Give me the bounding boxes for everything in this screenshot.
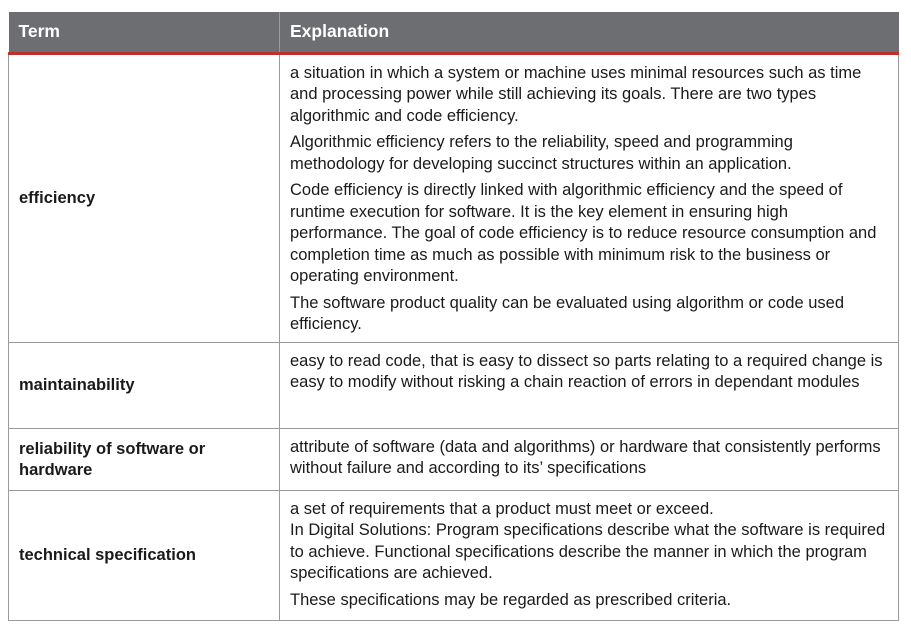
explanation-paragraph: Code efficiency is directly linked with algorithmic efficiency and the speed of runtime execution for software. It is the key element in ensuring high performance. The goal of code efficiency is to reduce resource consumption and completion time as much as possible with minimum risk to the business or operating environment. bbox=[290, 181, 877, 285]
table-row bbox=[9, 490, 899, 620]
table-header bbox=[9, 12, 899, 53]
table-row bbox=[9, 342, 899, 428]
header-row bbox=[9, 12, 899, 53]
header-term: Term bbox=[9, 12, 280, 53]
glossary-table bbox=[8, 12, 899, 621]
term-cell-technical-specification: technical specification bbox=[9, 490, 280, 620]
explanation-paragraph: The software product quality can be evaluated using algorithm or code used efficiency. bbox=[290, 293, 844, 333]
table-row bbox=[9, 428, 899, 490]
table-row bbox=[9, 53, 899, 342]
term-cell-efficiency: efficiency bbox=[9, 53, 280, 342]
table-body bbox=[9, 53, 899, 620]
explanation-paragraph: In Digital Solutions: Program specifications describe what the software is required to achieve. Functional specifications describe the manner in which the program specifications are achieved. bbox=[290, 521, 886, 582]
explanation-paragraph: Algorithmic efficiency refers to the reliability, speed and programming methodology for developing succinct structures within an application. bbox=[290, 133, 793, 173]
explanation-paragraph: easy to read code, that is easy to dissect so parts relating to a required change is easy to modify without risking a chain reaction of errors in dependant modules bbox=[290, 351, 883, 391]
explanation-paragraph: These specifications may be regarded as prescribed criteria. bbox=[290, 590, 732, 609]
term-cell-maintainability: maintainability bbox=[9, 342, 280, 428]
explanation-paragraph: a situation in which a system or machine uses minimal resources such as time and processing power while still achieving its goals. There are two types algorithmic and code efficiency. bbox=[290, 63, 862, 125]
header-explanation: Explanation bbox=[280, 12, 899, 53]
term-cell-reliability: reliability of software or hardware bbox=[9, 428, 280, 490]
explanation-cell-maintainability bbox=[280, 342, 899, 428]
explanation-paragraph: attribute of software (data and algorithms) or hardware that consistently performs without failure and according to its’ specifications bbox=[290, 437, 881, 477]
explanation-cell-reliability bbox=[280, 428, 899, 490]
explanation-cell-efficiency bbox=[280, 53, 899, 342]
explanation-cell-technical-specification bbox=[280, 490, 899, 620]
explanation-paragraph: a set of requirements that a product must meet or exceed. bbox=[290, 499, 714, 518]
